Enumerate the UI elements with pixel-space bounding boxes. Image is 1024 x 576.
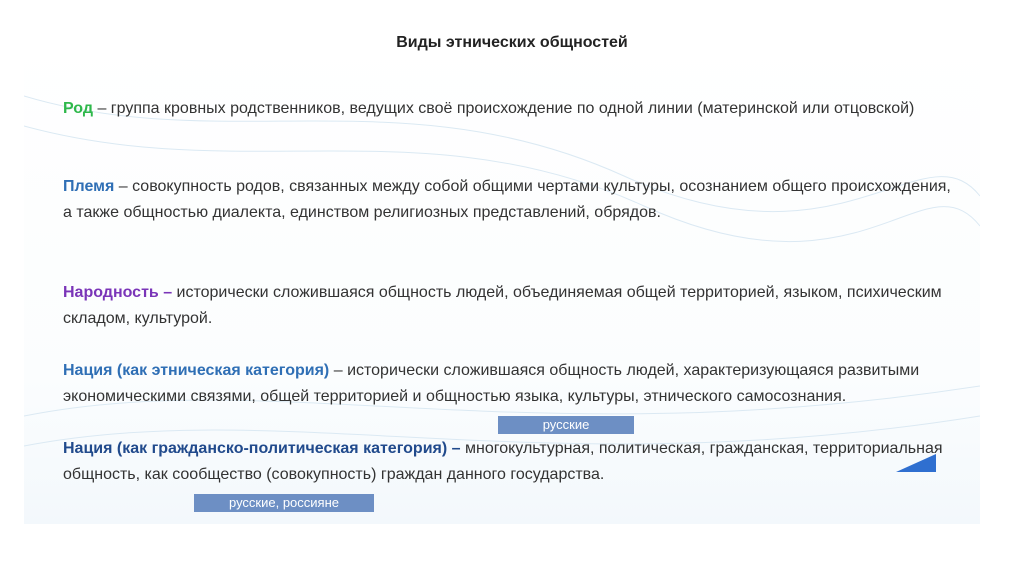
definition-natsiya-ethnic bbox=[63, 358, 963, 410]
definition-text: группа кровных родственников, ведущих своё происхождение по одной линии (материнской или отцовской) bbox=[110, 100, 915, 117]
term-rod: Род bbox=[63, 100, 93, 117]
definition-text: исторически сложившаяся общность людей, характеризующаяся развитыми экономическими связями, общей территорией и общностью языка, культуры, этнического самосознания. bbox=[63, 362, 920, 405]
dash: – bbox=[114, 178, 133, 195]
term-narodnost: Народность – bbox=[63, 284, 173, 301]
definition-text: многокультурная, политическая, гражданская, территориальная общность, как сообщество (совокупность) граждан данного государства. bbox=[63, 440, 943, 483]
term-plemya: Племя bbox=[63, 178, 115, 195]
term-natsiya-ethnic: Нация (как этническая категория) bbox=[63, 362, 330, 379]
definition-text: совокупность родов, связанных между собой общими чертами культуры, осознанием общего происхождения, а также общностью диалекта, единством религиозных представлений, обрядов. bbox=[63, 178, 951, 221]
dash: – bbox=[93, 100, 111, 117]
slide-title: Виды этнических общностей bbox=[396, 34, 628, 51]
definition-rod bbox=[63, 96, 963, 122]
definition-text: исторически сложившаяся общность людей, объединяемая общей территорией, языком, психическим складом, культурой. bbox=[63, 284, 942, 327]
tag-civic-nation: русские, россияне bbox=[194, 494, 374, 512]
definition-narodnost bbox=[63, 280, 963, 332]
definition-natsiya-civic bbox=[63, 436, 963, 488]
definition-plemya bbox=[63, 174, 963, 226]
dash: – bbox=[329, 362, 348, 379]
tag-ethnic-nation: русские bbox=[498, 416, 634, 434]
term-natsiya-civic: Нация (как гражданско-политическая категория) – bbox=[63, 440, 461, 457]
